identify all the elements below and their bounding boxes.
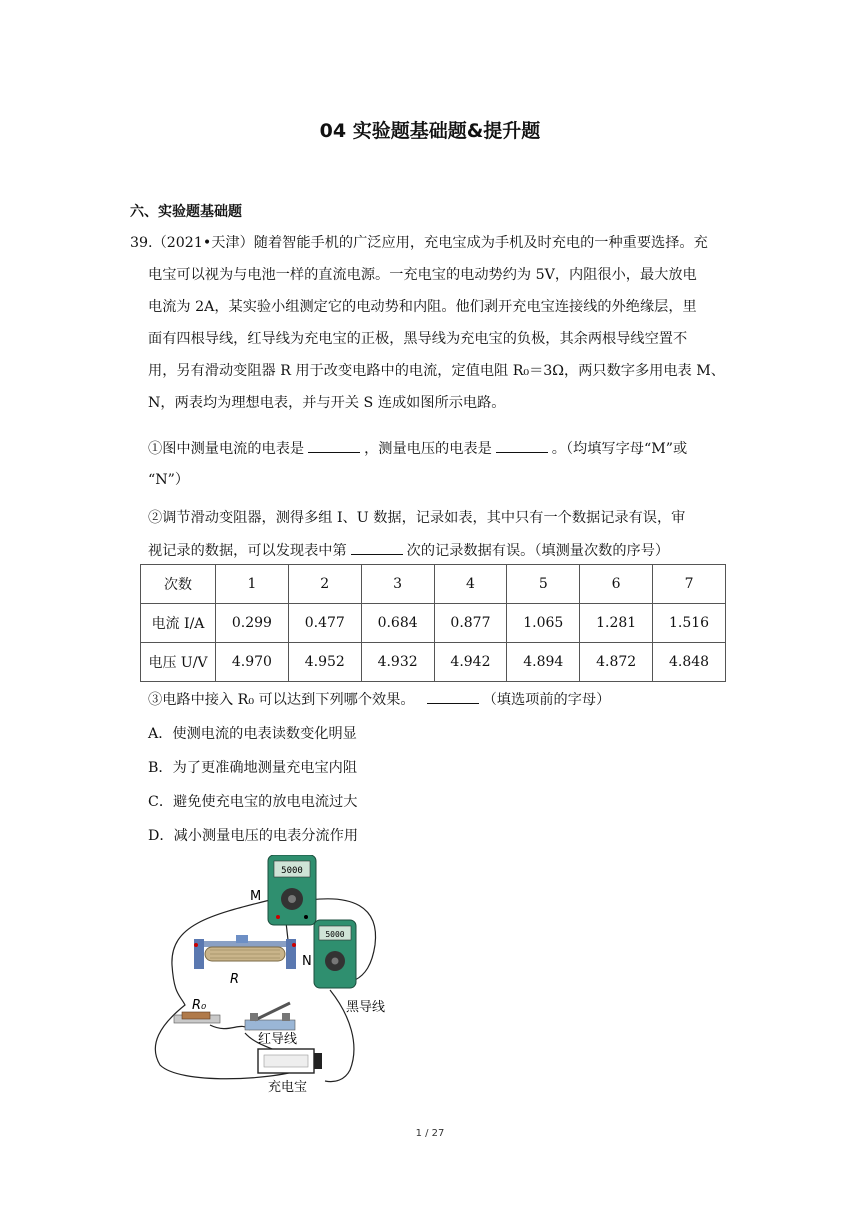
table-row bbox=[141, 643, 726, 682]
meter-n-label: N bbox=[302, 954, 312, 969]
table-row bbox=[141, 604, 726, 643]
table-header-cell: 7 bbox=[653, 565, 726, 604]
option-c: C．避免使充电宝的放电电流过大 bbox=[148, 794, 358, 810]
rheostat-label: R bbox=[230, 972, 240, 987]
option-b: B．为了更准确地测量充电宝内阻 bbox=[148, 760, 358, 776]
part2-line-1: ②调节滑动变阻器，测得多组 I、U 数据，记录如表，其中只有一个数据记录有误，审 bbox=[148, 510, 686, 526]
answer-blank-wrong-record[interactable] bbox=[351, 540, 403, 555]
question-line-5: 用，另有滑动变阻器 R 用于改变电路中的电流，定值电阻 R₀＝3Ω，两只数字多用电表 M、 bbox=[148, 363, 725, 379]
table-cell: 4.970 bbox=[216, 643, 289, 682]
switch bbox=[245, 1003, 295, 1030]
part1-line-cont: “N”） bbox=[148, 472, 190, 488]
table-header-cell: 5 bbox=[507, 565, 580, 604]
table-row-label: 电流 I/A bbox=[141, 604, 216, 643]
meter-m bbox=[268, 855, 316, 925]
wire bbox=[210, 1025, 250, 1030]
table-cell: 4.894 bbox=[507, 643, 580, 682]
table-cell: 1.516 bbox=[653, 604, 726, 643]
part1-line bbox=[148, 438, 687, 459]
part2-line-2 bbox=[148, 540, 669, 561]
meter-n-display: 5000 bbox=[325, 930, 345, 939]
part3-text-b: （填选项前的字母） bbox=[482, 692, 611, 708]
table-cell: 1.065 bbox=[507, 604, 580, 643]
part2-text-c: 次的记录数据有误。（填测量次数的序号） bbox=[406, 543, 670, 559]
table-cell: 4.872 bbox=[580, 643, 653, 682]
table-header-row bbox=[141, 565, 726, 604]
meter-m-label: M bbox=[250, 889, 262, 904]
measurement-table bbox=[140, 564, 726, 682]
rheostat bbox=[194, 935, 296, 969]
question-line-2: 电宝可以视为与电池一样的直流电源。一充电宝的电动势约为 5V，内阻很小，最大放电 bbox=[148, 267, 697, 283]
circuit-figure bbox=[150, 855, 410, 1105]
part1-text-c: 。（均填写字母“M”或 bbox=[551, 441, 688, 457]
table-cell: 0.477 bbox=[288, 604, 361, 643]
power-bank bbox=[258, 1049, 322, 1073]
question-line-4: 面有四根导线，红导线为充电宝的正极，黑导线为充电宝的负极，其余两根导线空置不 bbox=[148, 331, 688, 347]
black-wire-label: 黑导线 bbox=[346, 1000, 386, 1015]
question-line-6: N，两表均为理想电表，并与开关 S 连成如图所示电路。 bbox=[148, 395, 506, 411]
part3-text-a: ③电路中接入 R₀ 可以达到下列哪个效果。 bbox=[148, 692, 415, 708]
power-bank-label: 充电宝 bbox=[268, 1080, 308, 1095]
table-cell: 4.942 bbox=[434, 643, 507, 682]
table-cell: 4.952 bbox=[288, 643, 361, 682]
resistor-r0 bbox=[174, 1012, 220, 1023]
table-row-label: 电压 U/V bbox=[141, 643, 216, 682]
question-line-1: 39.（2021•天津）随着智能手机的广泛应用，充电宝成为手机及时充电的一种重要选择。充 bbox=[130, 235, 708, 251]
part1-text-a: ①图中测量电流的电表是 bbox=[148, 441, 305, 457]
table-header-cell: 4 bbox=[434, 565, 507, 604]
table-cell: 4.932 bbox=[361, 643, 434, 682]
answer-blank-current-meter[interactable] bbox=[308, 438, 360, 453]
table-header-cell: 1 bbox=[216, 565, 289, 604]
option-a: A．使测电流的电表读数变化明显 bbox=[148, 726, 357, 742]
table-cell: 0.299 bbox=[216, 604, 289, 643]
meter-n bbox=[314, 920, 356, 988]
answer-blank-voltage-meter[interactable] bbox=[496, 438, 548, 453]
table-cell: 1.281 bbox=[580, 604, 653, 643]
option-d: D．减小测量电压的电表分流作用 bbox=[148, 828, 359, 844]
table-header-cell: 6 bbox=[580, 565, 653, 604]
question-line-3: 电流为 2A，某实验小组测定它的电动势和内阻。他们剥开充电宝连接线的外绝缘层，里 bbox=[148, 299, 697, 315]
meter-m-display: 5000 bbox=[281, 866, 303, 876]
table-header-cell: 2 bbox=[288, 565, 361, 604]
page-number: 1 / 27 bbox=[415, 1128, 445, 1139]
table-header-cell: 次数 bbox=[141, 565, 216, 604]
document-title: 04 实验题基础题&提升题 bbox=[319, 120, 541, 142]
answer-blank-r0-effect[interactable] bbox=[427, 689, 479, 704]
table-header-cell: 3 bbox=[361, 565, 434, 604]
part3-line bbox=[148, 689, 610, 710]
table-cell: 4.848 bbox=[653, 643, 726, 682]
red-wire-label: 红导线 bbox=[258, 1032, 298, 1047]
part2-text-b: 视记录的数据，可以发现表中第 bbox=[148, 543, 347, 559]
table-cell: 0.684 bbox=[361, 604, 434, 643]
resistor-r0-label: R₀ bbox=[192, 998, 207, 1013]
part1-text-b: ，测量电压的电表是 bbox=[364, 441, 492, 457]
table-cell: 0.877 bbox=[434, 604, 507, 643]
section-heading: 六、实验题基础题 bbox=[130, 204, 242, 220]
